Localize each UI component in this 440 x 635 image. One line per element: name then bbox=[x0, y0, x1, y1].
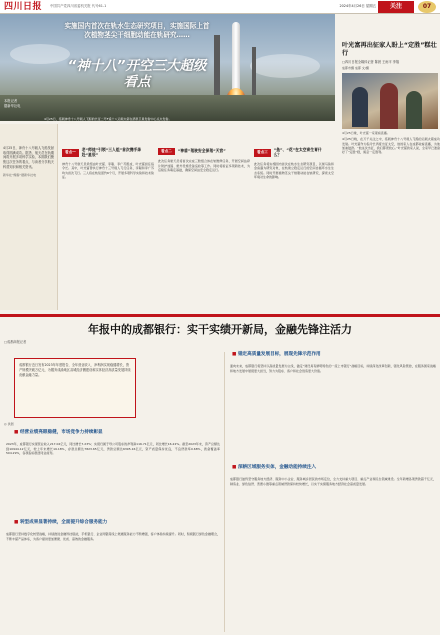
sub-head-1: ■ 经营业绩亮眼稳健，市场竞争力持续彰显 bbox=[14, 430, 103, 437]
hero-caption: 4月25日，搭载神舟十八号载人飞船的长征二号F遥十八运载火箭在酒泉卫星发射中心点火发射。 bbox=[44, 117, 172, 121]
brief-badge: 看点一 bbox=[62, 149, 79, 156]
brief-3 bbox=[254, 148, 334, 179]
bottom-byline: □成都商报记者 bbox=[4, 340, 27, 344]
right-story-byline: □四川日报全媒体记者 陈晨 王雨平 李翔 bbox=[342, 60, 400, 65]
hero-credit: 本报记者 据新华社电 bbox=[4, 99, 21, 108]
brief-body: 此次任务将实施国内首次在轨水生态研究项目，以斑马鱼和金鱼藻为研究对象，在轨建立稳定运行的空间自循环水生生态系统。同时开展植物茎尖干细胞动能在轨研究，探索太空环境对生命的影响。 bbox=[254, 161, 334, 179]
sub-head-2: ■ 转型成果显著持续，全面提升综合服务能力 bbox=[14, 520, 107, 527]
column-divider bbox=[224, 352, 225, 632]
right-story-title: 叶光富再出征家人盼上“定胜”糕壮行 bbox=[342, 42, 437, 58]
left-column-note: 新华社“鲍春”据新华社电 bbox=[3, 173, 37, 178]
bottom-photo-caption: ◎ 供图 bbox=[4, 422, 14, 426]
brief-1 bbox=[62, 148, 154, 179]
brief-badge: 看点二 bbox=[158, 148, 175, 155]
left-column-body: 4月25日，神舟十八号载人飞船发射取得圆满成功。据悉，航天员在轨期间将开展多项科学实验，本期我们聚焦这次任务的看点，与读者分享航天科普知识和相关资讯。 bbox=[3, 146, 54, 169]
section-body-1: 2023年，成都银行实现营业收入217.02亿元，同比增长7.23%；实现归属于母公司股东的净利润116.71亿元，同比增长16.22%。截至2023年末，资产总额达到10944.12亿元，较上年末增长19.18%，存款总额达7823.65亿元，贷款总额达6395.16亿元，资产质量保持优良，不良贷款率0.68%，拨备覆盖率504.29%，各项指标稳居同业前列。 bbox=[6, 442, 220, 455]
newspaper-logo: 四川日报 bbox=[4, 2, 43, 12]
brief-title: “神盾”驾驶安全保驾“天宫” bbox=[177, 148, 226, 154]
right-story-caption: 4月25日晚，叶光富一家观看直播。 bbox=[342, 131, 390, 136]
hero-title: “神十八”开空三大超级看点 bbox=[67, 58, 207, 91]
sub-head-3: ■ 锚定高质量发展目标，展现先锋示范作用 bbox=[232, 352, 321, 359]
section-divider bbox=[0, 314, 440, 317]
lead-box: 成都银行近日发布2023年年度报告，全年营业收入、净利润实现稳健增长，资产规模突破万亿元，为服务成渝地区双城经济圈建设和实体经济高质量发展持续贡献金融力量。 bbox=[14, 358, 136, 418]
section-body-4: 面向未来，成都银行将坚持以高质量发展为主线，锚定“建设具有鲜明特色的一流上市银行”战略目标，持续深化改革创新，强化风险管控，在服务国家战略和地方发展中展现更大担当，努力为股东、客户和社会创造更大价值。 bbox=[230, 364, 436, 373]
brief-body: 神舟十八号航天员乘组由叶光富、李聪、李广苏组成，叶光富担任指令长。其中，叶光富曾执行神舟十三号载人飞行任务，李聪和李广苏均为首次飞行。三人将在轨驻留约6个月，开展多项科学实验和技术验证。 bbox=[62, 161, 154, 179]
family-photo bbox=[342, 73, 438, 129]
section-body-3: 成都银行坚持数字化转型战略，持续推进金融科技赋能，手机银行、企业网银等线上渠道服务能力不断增强，客户体验持续提升。同时，积极践行绿色金融理念，不断丰富产品体系，为客户提供更加便捷、优质、高效的金融服务。 bbox=[6, 532, 220, 541]
issue-date: 2024年4月26日 星期五 bbox=[339, 4, 376, 8]
section-body-2: 成都银行始终坚守服务地方经济、服务中小企业、服务城乡居民的市场定位，全力支持重大项目、重点产业和民生领域建设。全年新增各项贷款超千亿元，制造业、绿色信贷、普惠小微等重点领域贷款保持较快增长，以实干实绩服务地方经济社会高质量发展。 bbox=[230, 477, 436, 486]
rocket bbox=[232, 22, 240, 92]
brief-title: “鱼”、“花”在太空育生育什么？ bbox=[273, 147, 322, 157]
right-story bbox=[338, 14, 440, 310]
page-number: 07 bbox=[418, 1, 436, 13]
brief-badge: 看点三 bbox=[254, 149, 271, 156]
masthead-meta: 中国共产党四川省委机关报 代号61-1 bbox=[50, 4, 107, 8]
brief-title: 老“师徒”引领“三人组”首次携手奔赴“星辰” bbox=[81, 147, 142, 157]
sub-head-4: ■ 深耕区域服务实体，金融动能持续注入 bbox=[232, 465, 316, 472]
masthead bbox=[0, 0, 440, 14]
brief-2 bbox=[158, 148, 250, 172]
bottom-headline: 年报中的成都银行：实干实绩开新局，金融先锋注活力 bbox=[88, 323, 352, 336]
left-column bbox=[0, 124, 58, 310]
right-story-body: 4月25日晚，在万千关注之中，搭载神舟十八号载人飞船的运载火箭成功发射。叶光富作为指令长再度出征太空，他的家人在成都收看直播，为他加油鼓劲。“他这次出征，我们都很放心。”叶光富的家人说，全家早已准备好了“定胜”糕，寓意一定胜利。 bbox=[342, 137, 440, 155]
hero-subtitle: 实施国内首次在轨水生态研究项目，实施国际上首次植物茎尖干细胞动能在轨研究…… bbox=[64, 22, 210, 39]
right-story-authors: 成都市摄 成都 文/摄 bbox=[342, 65, 369, 70]
section-tag: 关注 bbox=[378, 1, 414, 13]
brief-body: 此次任务航天员将首次完成三舱组合体在轨维修任务，开展空间站碎片防护加固、舱外设施设备巡检等工作。同时将验证多项新技术，为后续任务奠定基础，确保空间站安全稳定运行。 bbox=[158, 159, 250, 172]
hero-photo bbox=[0, 14, 335, 121]
